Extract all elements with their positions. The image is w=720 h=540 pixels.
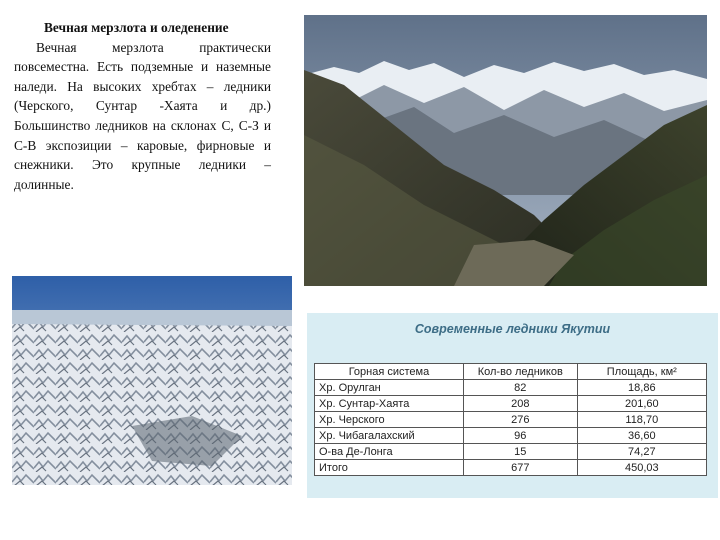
table-cell: 82 (463, 380, 577, 396)
table-header-row (315, 364, 707, 380)
table-cell: 74,27 (577, 444, 706, 460)
table-cell: 201,60 (577, 396, 706, 412)
table-row (315, 380, 707, 396)
table-cell: Хр. Чибагалахский (315, 428, 464, 444)
table-cell: О-ва Де-Лонга (315, 444, 464, 460)
body-paragraph: Вечная мерзлота практически повсеместна. Есть подземные и наземные наледи. На высоких хребтах – ледники (Черского, Сунтар -Хаята и др.) Большинство ледников на склонах С, С-З и С-В экспозиции – каровые, фирновые и снежники. Это крупные ледники – долинные. (14, 39, 271, 192)
table-cell: 36,60 (577, 428, 706, 444)
table-cell: Хр. Орулган (315, 380, 464, 396)
table-cell: 677 (463, 460, 577, 476)
column-header: Кол-во ледников (463, 364, 577, 380)
slide-title: Вечная мерзлота и оледенение (44, 20, 229, 35)
table-cell: 96 (463, 428, 577, 444)
table-row (315, 428, 707, 444)
table-row (315, 444, 707, 460)
mountain-valley-photo (304, 15, 707, 286)
table-cell: Итого (315, 460, 464, 476)
table-cell: Хр. Черского (315, 412, 464, 428)
table-cell: 450,03 (577, 460, 706, 476)
table-cell: 276 (463, 412, 577, 428)
table-row (315, 412, 707, 428)
column-header: Горная система (315, 364, 464, 380)
text-block (14, 18, 271, 194)
column-header: Площадь, км² (577, 364, 706, 380)
table-cell: 208 (463, 396, 577, 412)
table-title: Современные ледники Якутии (414, 322, 611, 336)
table-cell: 18,86 (577, 380, 706, 396)
table-cell: Хр. Сунтар-Хаята (315, 396, 464, 412)
table-row (315, 396, 707, 412)
aerial-snowy-mountains-photo (12, 276, 292, 485)
glaciers-table (314, 363, 707, 476)
table-total-row (315, 460, 707, 476)
table-cell: 15 (463, 444, 577, 460)
table-cell: 118,70 (577, 412, 706, 428)
glaciers-table-panel (307, 313, 718, 498)
